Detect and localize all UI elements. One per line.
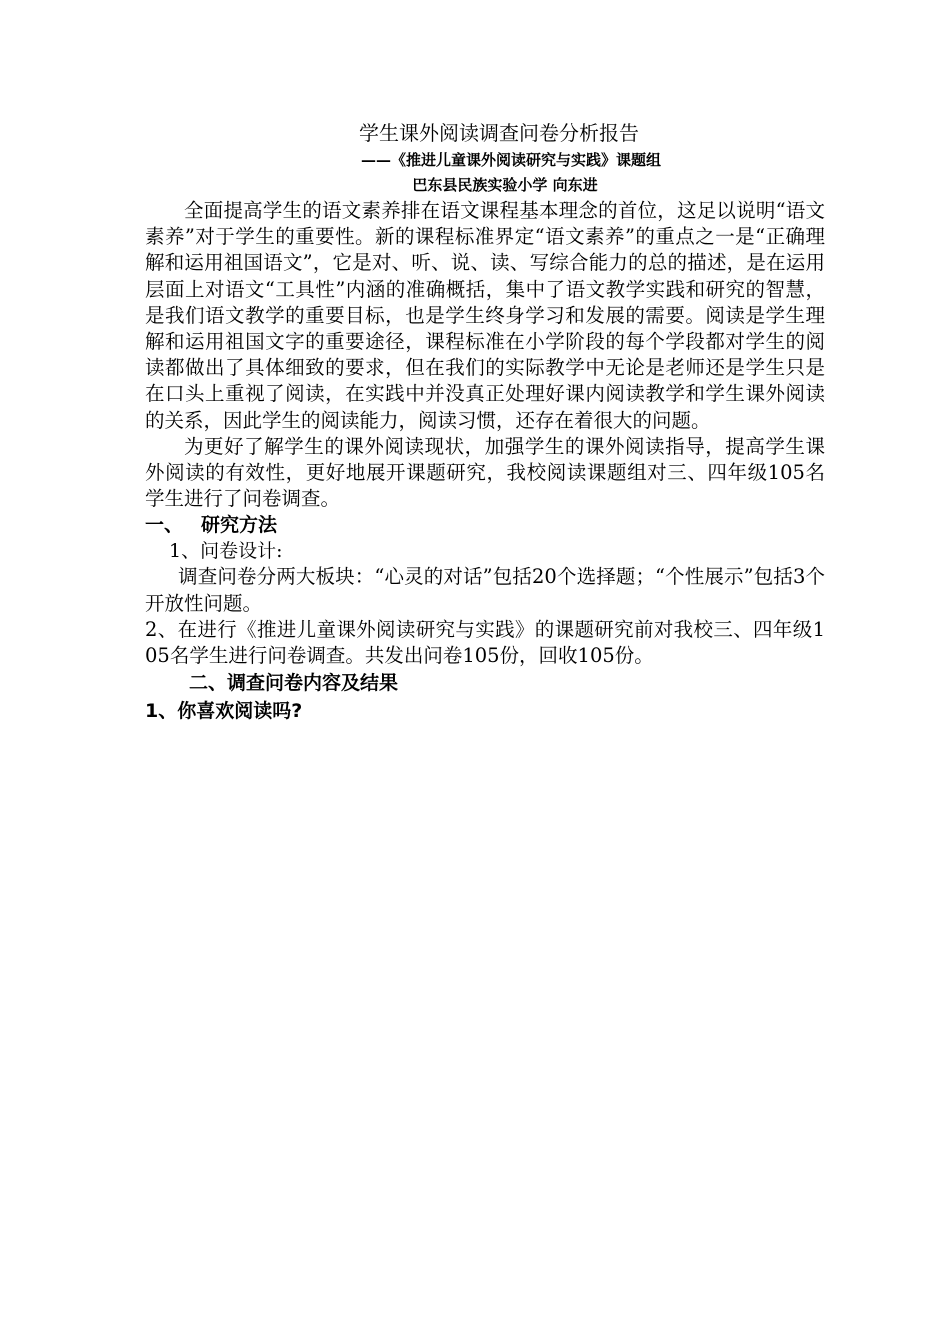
section-1-item-2-text: 2、在进行《推进儿童课外阅读研究与实践》的课题研究前对我校三、四年级105名学生进行问卷调查。共发出问卷105份，回收105份。 xyxy=(145,617,825,668)
section-1-item-1-text: 调查问卷分两大板块：“心灵的对话”包括20个选择题；“个性展示”包括3个开放性问题。 xyxy=(145,565,825,615)
report-subtitle: ——《推进儿童课外阅读研究与实践》课题组 xyxy=(360,151,661,169)
question-1: 1、你喜欢阅读吗? xyxy=(145,700,303,723)
section-1-title: 研究方法 xyxy=(201,514,278,537)
report-title: 学生课外阅读调查问卷分析报告 xyxy=(359,121,639,145)
section-2-heading: 二、调查问卷内容及结果 xyxy=(189,672,399,695)
section-1-heading xyxy=(145,512,825,538)
document-body xyxy=(145,118,825,725)
intro-paragraph: 全面提高学生的语文素养排在语文课程基本理念的首位，这足以说明“语文素养”对于学生的重要性。新的课程标准界定“语文素养”的重点之一是“正确理解和运用祖国语文”，它是对、听、说、读、写综合能力的总的描述，是在运用层面上对语文“工具性”内涵的准确概括，集中了语文教学实践和研究的智慧，是我们语文教学的重要目标，也是学生终身学习和发展的需要。阅读是学生理解和运用祖国文字的重要途径，课程标准在小学阶段的每个学段都对学生的阅读都做出了具体细致的要求，但在我们的实际教学中无论是老师还是学生只是在口头上重视了阅读，在实践中并没真正处理好课内阅读教学和学生课外阅读的关系，因此学生的阅读能力，阅读习惯，还存在着很大的问题。 xyxy=(145,199,825,432)
report-author: 巴东县民族实验小学 向东进 xyxy=(412,176,598,194)
section-1-item-1-label: 1、问卷设计: xyxy=(169,540,283,563)
section-1-number: 一、 xyxy=(145,514,184,537)
purpose-paragraph: 为更好了解学生的课外阅读现状，加强学生的课外阅读指导，提高学生课外阅读的有效性，更好地展开课题研究，我校阅读课题组对三、四年级105名学生进行了问卷调查。 xyxy=(145,434,825,511)
